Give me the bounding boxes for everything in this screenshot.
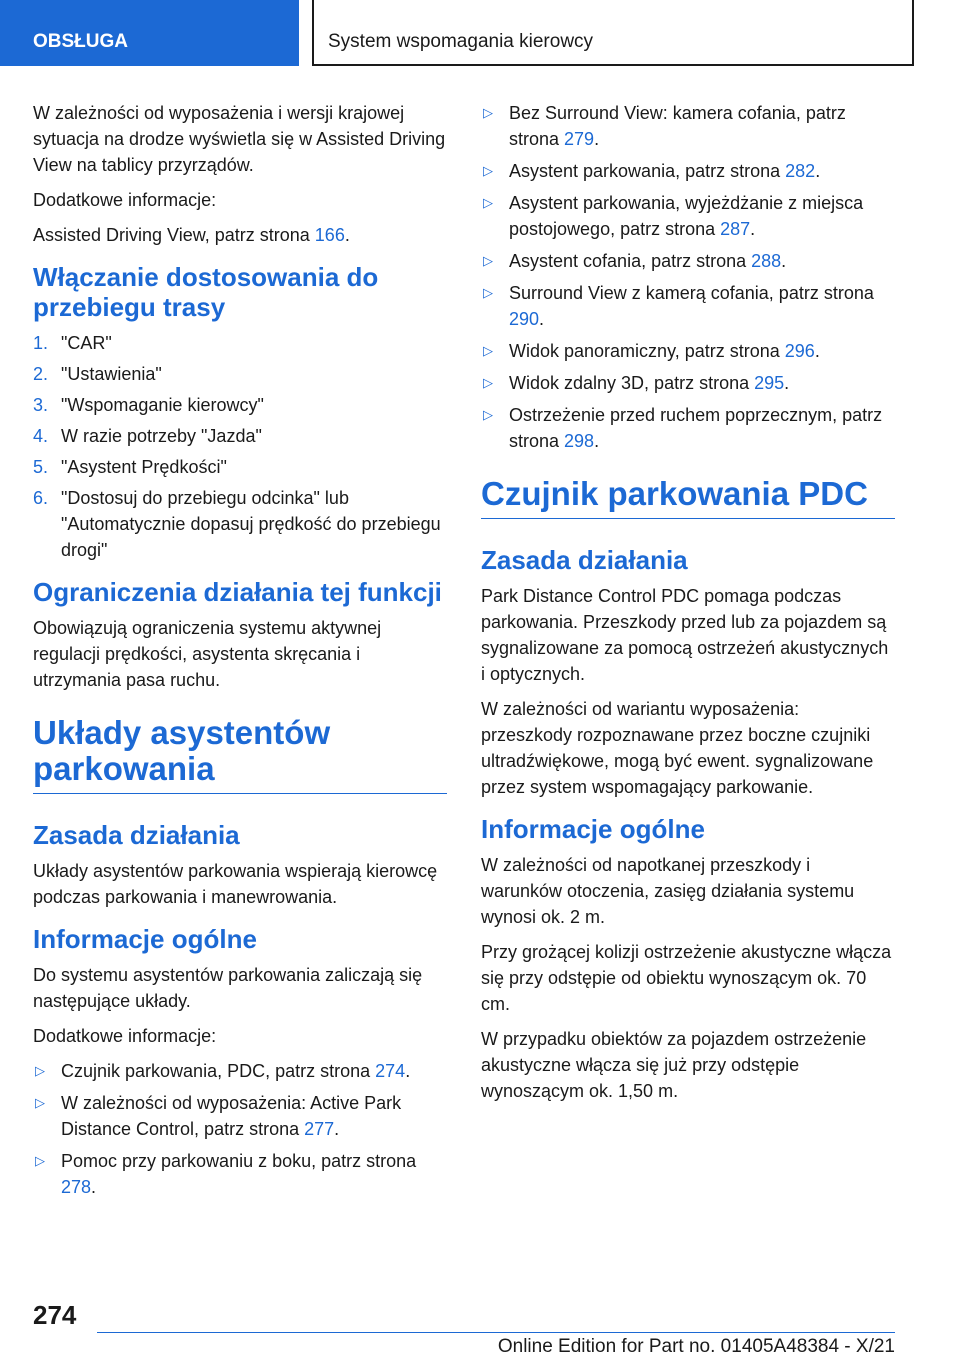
triangle-bullet-icon: ▷: [483, 343, 493, 358]
step-text: "Dostosuj do przebiegu odcinka" lub "Automatycznie dopasuj prędkość do przebiegu drogi": [61, 488, 441, 560]
more-info-label: Dodatkowe informacje:: [33, 1026, 217, 1046]
triangle-bullet-icon: ▷: [483, 163, 493, 178]
reference-tail: .: [784, 373, 790, 393]
reference-text: Widok zdalny 3D, patrz strona: [509, 373, 755, 393]
page-link[interactable]: 282: [785, 161, 816, 181]
heading-pdc: Czujnik parkowania PDC: [481, 476, 895, 519]
reference-text: Asystent parkowania, patrz strona: [509, 161, 786, 181]
reference-item: [33, 1148, 447, 1200]
triangle-bullet-icon: ▷: [483, 285, 493, 300]
step-item: [33, 361, 447, 387]
heading-general-info: Informacje ogólne: [481, 814, 705, 844]
page-link[interactable]: 290: [509, 309, 540, 329]
page-number: 274: [33, 1300, 77, 1330]
step-item: [33, 392, 447, 418]
reference-item: [481, 338, 895, 364]
triangle-bullet-icon: ▷: [483, 195, 493, 210]
reference-item: [481, 248, 895, 274]
reference-text: Czujnik parkowania, PDC, patrz strona: [61, 1061, 376, 1081]
general-paragraph: W przypadku obiektów za pojazdem ostrzeżenie akustyczne włącza się już przy odstępie wynoszącym ok. 1,50 m.: [481, 1029, 867, 1101]
reference-tail: .: [781, 251, 787, 271]
reference-text: Assisted Driving View, patrz strona: [33, 225, 315, 245]
page-link[interactable]: 298: [564, 431, 595, 451]
reference-text: Widok panoramiczny, patrz strona: [509, 341, 785, 361]
reference-item: [33, 1090, 447, 1142]
reference-item: [481, 370, 895, 396]
more-info-label: Dodatkowe informacje:: [33, 190, 217, 210]
chapter-tab: System wspomagania kierowcy: [312, 0, 914, 66]
general-paragraph: Przy grożącej kolizji ostrzeżenie akustyczne włącza się przy odstępie od obiektu wynoszącym ok. 70 cm.: [481, 942, 892, 1014]
step-number: 4.: [33, 426, 49, 446]
heading-limitations: Ograniczenia działania tej funkcji: [33, 577, 442, 607]
step-text: "Wspomaganie kierowcy": [61, 395, 264, 415]
general-paragraph: W zależności od napotkanej przeszkody i warunków otoczenia, zasięg działania systemu wynosi ok. 2 m.: [481, 855, 855, 927]
page-link[interactable]: 166: [314, 225, 345, 245]
principle-paragraph: Układy asystentów parkowania wspierają kierowcę podczas parkowania i manewrowania.: [33, 861, 438, 907]
page-footer: [0, 1290, 960, 1362]
reference-item: [481, 402, 895, 454]
page-link[interactable]: 287: [720, 219, 751, 239]
triangle-bullet-icon: ▷: [483, 407, 493, 422]
page-link[interactable]: 274: [375, 1061, 406, 1081]
heading-parking-assistants: Układy asystentów parkowania: [33, 715, 447, 794]
left-column: [33, 100, 447, 1208]
reference-tail: .: [405, 1061, 411, 1081]
intro-paragraph: W zależności od wyposażenia i wersji krajowej sytuacja na drodze wyświetla się w Assisted Driving View na tablicy przyrządów.: [33, 103, 446, 175]
step-number: 3.: [33, 395, 49, 415]
reference-item: [33, 1058, 447, 1084]
step-item: [33, 330, 447, 356]
principle-paragraph: Park Distance Control PDC pomaga podczas parkowania. Przeszkody przed lub za pojazdem są sygnalizowane za pomocą ostrzeżeń akustycznych i optycznych.: [481, 586, 889, 684]
reference-tail: .: [815, 161, 821, 181]
general-paragraph: Do systemu asystentów parkowania zaliczają się następujące układy.: [33, 965, 423, 1011]
reference-text: Bez Surround View: kamera cofania, patrz strona: [509, 103, 846, 149]
reference-text: Asystent parkowania, wyjeżdżanie z miejsca postojowego, patrz strona: [509, 193, 864, 239]
triangle-bullet-icon: ▷: [483, 375, 493, 390]
heading-principle: Zasada działania: [33, 820, 240, 850]
reference-tail: .: [594, 431, 600, 451]
heading-principle: Zasada działania: [481, 545, 688, 575]
page-link[interactable]: 278: [61, 1177, 92, 1197]
triangle-bullet-icon: ▷: [35, 1063, 45, 1078]
reference-item: [481, 280, 895, 332]
heading-enable-adaptation: Włączanie dostosowania do przebiegu trasy: [33, 262, 379, 322]
page-header: [0, 0, 960, 66]
page-link[interactable]: 277: [304, 1119, 335, 1139]
triangle-bullet-icon: ▷: [483, 253, 493, 268]
step-item: [33, 454, 447, 480]
step-number: 5.: [33, 457, 49, 477]
reference-tail: .: [539, 309, 545, 329]
triangle-bullet-icon: ▷: [35, 1095, 45, 1110]
step-number: 1.: [33, 333, 49, 353]
reference-text: Surround View z kamerą cofania, patrz strona: [509, 283, 874, 303]
reference-list: [481, 100, 895, 454]
page-link[interactable]: 296: [784, 341, 815, 361]
reference-text: W zależności od wyposażenia: Active Park Distance Control, patrz strona: [61, 1093, 402, 1139]
step-text: "Ustawienia": [61, 364, 162, 384]
reference-item: [481, 100, 895, 152]
reference-tail: .: [814, 341, 820, 361]
reference-item: [481, 158, 895, 184]
reference-tail: .: [334, 1119, 340, 1139]
step-text: W razie potrzeby "Jazda": [61, 426, 262, 446]
reference-list: [33, 1058, 447, 1200]
reference-line: [33, 222, 447, 248]
page-link[interactable]: 279: [564, 129, 595, 149]
section-tab: OBSŁUGA: [0, 0, 299, 66]
page-link[interactable]: 295: [754, 373, 785, 393]
step-number: 6.: [33, 488, 49, 508]
reference-text: Ostrzeżenie przed ruchem poprzecznym, patrz strona: [509, 405, 883, 451]
step-text: "Asystent Prędkości": [61, 457, 227, 477]
steps-list: [33, 330, 447, 563]
reference-tail: .: [344, 225, 350, 245]
page-link[interactable]: 288: [751, 251, 782, 271]
step-item: [33, 423, 447, 449]
edition-note: Online Edition for Part no. 01405A48384 - X/21: [497, 1336, 895, 1357]
right-column: [481, 100, 895, 1113]
reference-tail: .: [750, 219, 756, 239]
triangle-bullet-icon: ▷: [35, 1153, 45, 1168]
reference-item: [481, 190, 895, 242]
step-number: 2.: [33, 364, 49, 384]
step-item: [33, 485, 447, 563]
reference-text: Pomoc przy parkowaniu z boku, patrz strona: [61, 1151, 417, 1171]
heading-general-info: Informacje ogólne: [33, 924, 257, 954]
reference-tail: .: [91, 1177, 97, 1197]
limitations-paragraph: Obowiązują ograniczenia systemu aktywnej regulacji prędkości, asystenta skręcania i utrzymania pasa ruchu.: [33, 618, 382, 690]
principle-paragraph: W zależności od wariantu wyposażenia: przeszkody rozpoznawane przez boczne czujniki ultradźwiękowe, mogą być ewent. sygnalizowane przez system wspomagający parkowanie.: [481, 699, 874, 797]
reference-text: Asystent cofania, patrz strona: [509, 251, 752, 271]
triangle-bullet-icon: ▷: [483, 105, 493, 120]
step-text: "CAR": [61, 333, 112, 353]
reference-tail: .: [594, 129, 600, 149]
